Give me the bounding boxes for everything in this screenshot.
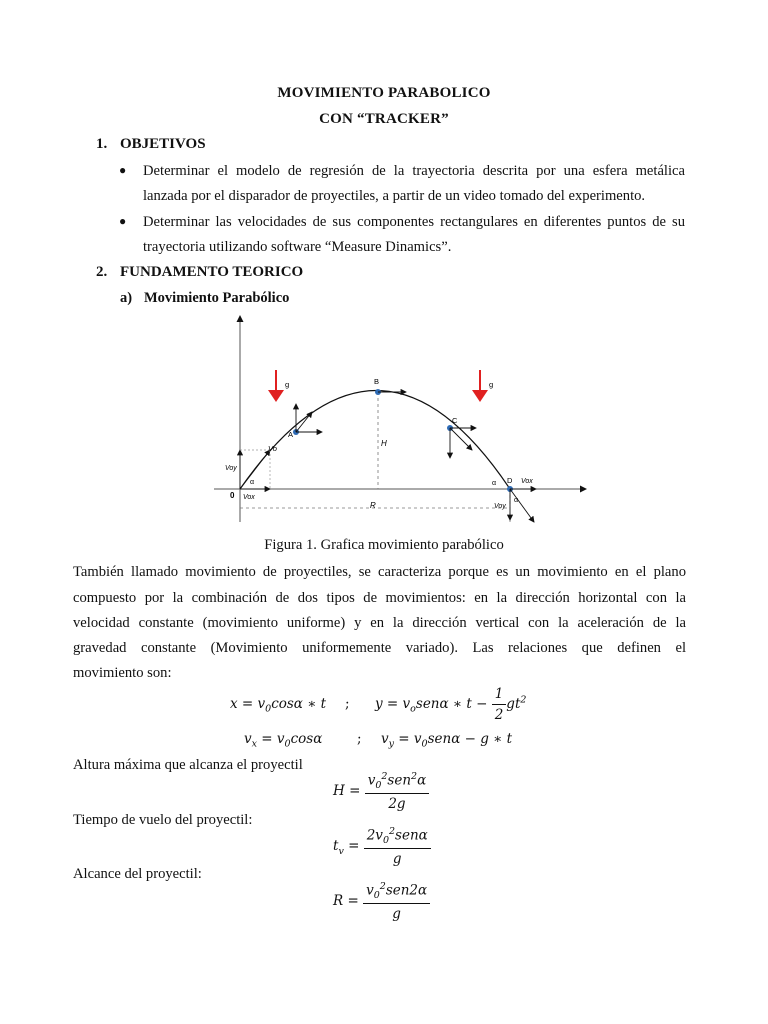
tiempo-denominator: g [392,851,402,868]
sub-zero: 0 [265,703,272,715]
d-velocity-vector [510,489,534,522]
tiempo-num-sen: senα [395,827,428,844]
objective-2-line2: trayectoria utilizando software “Measure Dinamics”. [143,239,452,255]
tiempo-num-2v: 2v [366,827,383,844]
sub-y: y [388,738,395,750]
alpha-left-label: α [250,479,255,486]
tiempo-lhs-eq: = [343,838,360,855]
vox-label: Vox [243,494,255,501]
sub-zero: 0 [382,835,389,847]
section2-number: 2. [96,264,108,280]
sup-two: 2 [388,826,396,837]
sub-zero: 0 [373,890,380,902]
subsection-letter: a) [120,290,133,306]
section1-number: 1. [96,136,108,152]
sup-two: 2 [381,771,388,782]
vx-lhs: v [244,731,252,747]
a-velocity-vector [296,412,312,432]
alpha-right2-label: α [514,497,519,504]
range-label: R [370,501,376,510]
projectile-diagram [210,312,590,532]
formula-tiempo [333,826,431,867]
sup-two: 2 [379,881,386,892]
alcance-denominator: g [392,906,401,923]
height-label: H [381,439,387,448]
sub-zero: 0 [284,738,291,750]
sub-x: x [251,738,257,750]
altura-fraction [365,771,430,812]
subsection-heading: Movimiento Parabólico [144,290,290,306]
bullet-marker: ● [119,163,127,177]
formula-gt: gt [506,696,521,712]
paragraph-line-3: velocidad constante (movimiento uniforme) y en la dirección vertical con la aceleración de la [73,615,686,631]
tiempo-label: Tiempo de vuelo del proyectil: [73,812,253,828]
fraction-half [492,686,507,723]
formula-separator: ; [345,696,350,712]
bullet-marker: ● [119,214,127,228]
section1-heading: OBJETIVOS [120,136,206,152]
tiempo-fraction [364,826,431,867]
sub-zero: 0 [375,780,382,792]
point-a-label: A [288,430,294,439]
vy-rest: = v [394,731,422,747]
objective-1-line2: lanzada por el disparador de proyectiles, a partir de un video tomado del experimento. [143,188,646,204]
vx-tail: cosα [290,731,323,747]
formula-alcance [333,881,430,922]
altura-lhs: H = [333,783,361,800]
voy-label: Voy [225,465,237,472]
alcance-num-v: v [366,882,374,899]
tiempo-lhs-t: t [333,838,339,855]
paragraph-line-5: movimiento son: [73,665,172,681]
formula-vx [244,731,322,750]
gravity-right-label: g [489,380,494,389]
altura-numerator [365,771,430,794]
origin-label: 0 [230,491,235,500]
formula-altura [333,771,429,812]
half-numerator: 1 [492,686,507,705]
altura-num-v: v [367,772,376,789]
formula-x-lhs: x = v [230,696,266,712]
sub-zero: 0 [421,738,428,750]
figure-caption: Figura 1. Grafica movimiento parabólico [264,537,504,553]
vy-tail: senα − g ∗ t [427,731,513,747]
vox-right-label: Vox [521,478,533,485]
vy-lhs: v [381,731,389,747]
voy-right-label: Voy [494,503,506,510]
paragraph-line-1: También llamado movimiento de proyectiles, se caracteriza porque es un movimiento en el plano [73,564,686,580]
sup-two: 2 [520,694,527,706]
formula-y [375,686,526,723]
vo-vector [240,450,270,489]
altura-num-sen: sen [387,772,412,789]
section2-heading: FUNDAMENTO TEORICO [120,264,304,280]
c-velocity-vector [450,428,472,450]
formula-y-lhs: y = v [375,696,411,712]
vo-label: Vo [268,444,277,453]
objective-1-line1: Determinar el modelo de regresión de la trayectoria descrita por una esfera metálica [143,163,685,179]
formula-y-rest: senα ∗ t − [415,696,488,712]
alcance-label: Alcance del proyectil: [73,866,202,882]
doc-title-line1: MOVIMIENTO PARABOLICO [277,85,491,101]
alcance-numerator [363,881,430,904]
point-c-label: C [452,416,458,425]
alcance-num-sen: sen2α [385,882,428,899]
vx-rest: = v [257,731,285,747]
half-denominator: 2 [494,707,504,723]
altura-denominator: 2g [388,796,406,813]
doc-title-line2: CON “TRACKER” [319,111,449,127]
point-d-label: D [507,476,513,485]
altura-label: Altura máxima que alcanza el proyectil [73,757,303,773]
sub-v: v [338,845,344,857]
formula-x-rest: cosα ∗ t [271,696,327,712]
point-b-label: B [374,377,380,386]
objective-2-line1: Determinar las velocidades de sus componentes rectangulares en diferentes puntos de su [143,214,685,230]
paragraph-line-4: gravedad constante (Movimiento uniformemente variado). Las relaciones que definen el [73,640,686,656]
sup-two: 2 [411,771,418,782]
sub-o: o [410,703,416,715]
formula-separator: ; [357,731,362,747]
alcance-fraction [363,881,430,922]
altura-num-alpha: α [417,772,427,789]
formula-x [230,696,326,715]
tiempo-numerator [364,826,431,849]
formula-vy [381,731,512,750]
alpha-right-label: α [492,480,497,487]
trajectory-curve [240,391,510,490]
alcance-lhs: R = [333,893,359,910]
gravity-left-label: g [285,380,290,389]
paragraph-line-2: compuesto por la combinación de dos tipos de movimientos: en la dirección horizontal con la [73,590,686,606]
